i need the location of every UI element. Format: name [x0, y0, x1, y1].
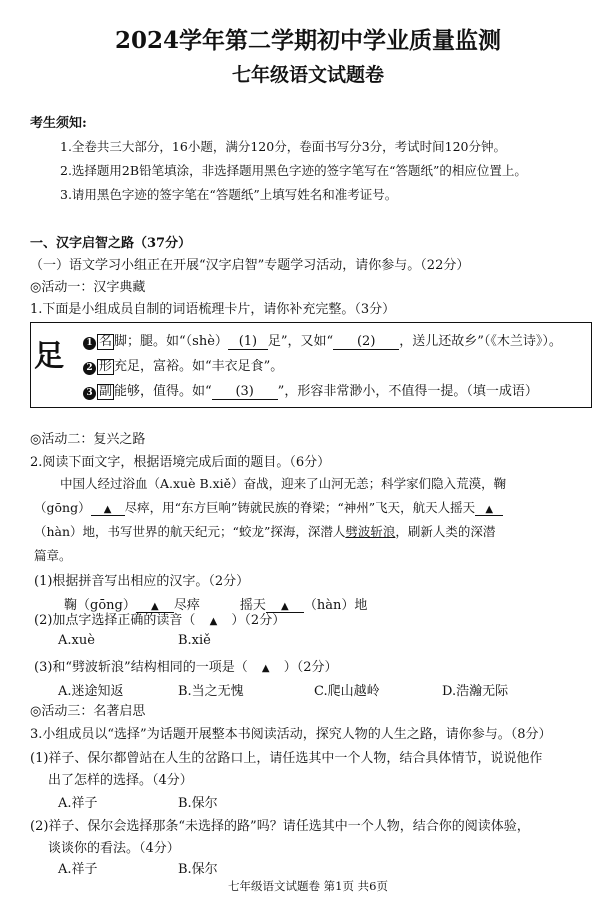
- answer-blank-2[interactable]: (2): [333, 334, 399, 350]
- part-of-speech: 名: [99, 334, 113, 349]
- q3-1-option-a[interactable]: A.祥子: [58, 796, 98, 811]
- answer-blank-3[interactable]: (3): [212, 384, 278, 400]
- q3-2-option-b[interactable]: B.保尔: [178, 862, 218, 877]
- question-3-1: (1)祥子、保尔都曾站在人生的岔路口上，请任选其中一个人物，结合具体情节，说说他作: [30, 751, 543, 766]
- page-footer: 七年级语文试题卷 第1页 共6页: [228, 879, 388, 893]
- notice-item-2: 2.选择题用2B铅笔填涂，非选择题用黑色字迹的签字笔写在“答题纸”的相应位置上。: [60, 163, 527, 178]
- sub-3-option-a[interactable]: A.迷途知返: [58, 684, 124, 699]
- part-of-speech: 形: [99, 359, 113, 374]
- notice-heading: 考生须知:: [30, 116, 87, 131]
- q3-1-option-b[interactable]: B.保尔: [178, 796, 218, 811]
- vocabulary-card: [30, 322, 592, 408]
- answer-slot-3[interactable]: ▲: [261, 663, 270, 674]
- sub-3-option-d[interactable]: D.浩瀚无际: [442, 684, 509, 699]
- sub-question-3: (3)和“劈波斩浪”结构相同的一项是（ ▲ ）（2分）: [34, 660, 338, 675]
- sense-number: 2: [83, 362, 96, 375]
- sense-number: 3: [83, 387, 96, 400]
- q3-2-option-a[interactable]: A.祥子: [58, 862, 98, 877]
- sub-question-1: (1)根据拼音写出相应的汉字。（2分）: [34, 574, 250, 589]
- answer-blank-han[interactable]: ▲: [475, 504, 503, 516]
- sub-question-1-line: 鞠（gōng） ▲ 尽瘁 摇天 ▲ （hàn）地: [64, 598, 368, 613]
- question-1: 1.下面是小组成员自制的词语梳理卡片，请你补充完整。（3分）: [30, 302, 396, 317]
- passage-line-4: 篇章。: [34, 548, 72, 563]
- sense-number: 1: [83, 337, 96, 350]
- question-3-2-cont: 谈谈你的看法。（4分）: [48, 841, 180, 856]
- answer-blank-gong[interactable]: ▲: [91, 504, 125, 516]
- exam-title: 2024学年第二学期初中学业质量监测: [114, 27, 501, 54]
- sub-3-option-c[interactable]: C.爬山越岭: [314, 684, 380, 699]
- card-line-2: 2 形 充足，富裕。如“丰衣足食”。: [83, 355, 283, 375]
- question-2: 2.阅读下面文字，根据语境完成后面的题目。（6分）: [30, 455, 331, 470]
- activity-2-heading: ◎活动二：复兴之路: [30, 432, 146, 447]
- section-heading: 一、汉字启智之路（37分）: [30, 236, 192, 251]
- activity-1-heading: ◎活动一：汉字典藏: [30, 280, 146, 295]
- passage-line-3: （hàn）地，书写世界的航天纪元；“蛟龙”探海，深潜人劈波斩浪，刷新人类的深潜: [34, 524, 496, 539]
- activity-3-heading: ◎活动三：名著启思: [30, 704, 146, 719]
- section-intro: （一）语文学习小组正在开展“汉字启智”专题学习活动，请你参与。（22分）: [30, 258, 470, 273]
- answer-blank-gong-2[interactable]: ▲: [136, 601, 174, 613]
- question-3: 3.小组成员以“选择”为话题开展整本书阅读活动，探究人物的人生之路，请你参与。（8分）: [30, 727, 552, 742]
- exam-subtitle: 七年级语文试题卷: [231, 64, 384, 86]
- notice-item-1: 1.全卷共三大部分，16小题，满分120分，卷面书写分3分，考试时间120分钟。: [60, 139, 507, 154]
- sub-2-option-b[interactable]: B.xiě: [178, 633, 211, 648]
- sub-2-option-a[interactable]: A.xuè: [58, 633, 95, 648]
- card-line-1: 1 名 脚；腿。如“（shè） (1) 足”，又如“ (2) ，送儿还故乡”（《木兰诗》）。: [83, 330, 562, 350]
- answer-blank-1[interactable]: (1): [228, 334, 268, 350]
- question-3-2: (2)祥子、保尔会选择那条“未选择的路”吗？请任选其中一个人物，结合你的阅读体验，: [30, 819, 530, 834]
- question-3-1-cont: 出了怎样的选择。（4分）: [48, 773, 193, 788]
- passage-line-1: 中国人经过浴血（A.xuè B.xiě）奋战，迎来了山河无恙；科学家们隐入荒漠，鞠: [60, 476, 507, 491]
- part-of-speech: 副: [99, 384, 113, 399]
- answer-blank-han-2[interactable]: ▲: [266, 601, 304, 613]
- card-line-3: 3 副 能够，值得。如“ (3) ”，形容非常渺小，不值得一提。（填一成语）: [83, 380, 538, 400]
- answer-slot-2[interactable]: ▲: [209, 616, 218, 627]
- sub-3-option-b[interactable]: B.当之无愧: [178, 684, 244, 699]
- passage-line-2: （gōng） ▲ 尽瘁，用“东方巨响”铸就民族的脊梁；“神州”飞天，航天人摇天 ▲: [34, 498, 503, 516]
- sub-question-2: (2)加点字选择正确的读音（ ▲ ）（2分）: [34, 613, 286, 628]
- card-character: 足: [34, 339, 64, 374]
- underlined-phrase: 劈波斩浪: [345, 524, 396, 539]
- notice-item-3: 3.请用黑色字迹的签字笔在“答题纸”上填写姓名和准考证号。: [60, 187, 398, 202]
